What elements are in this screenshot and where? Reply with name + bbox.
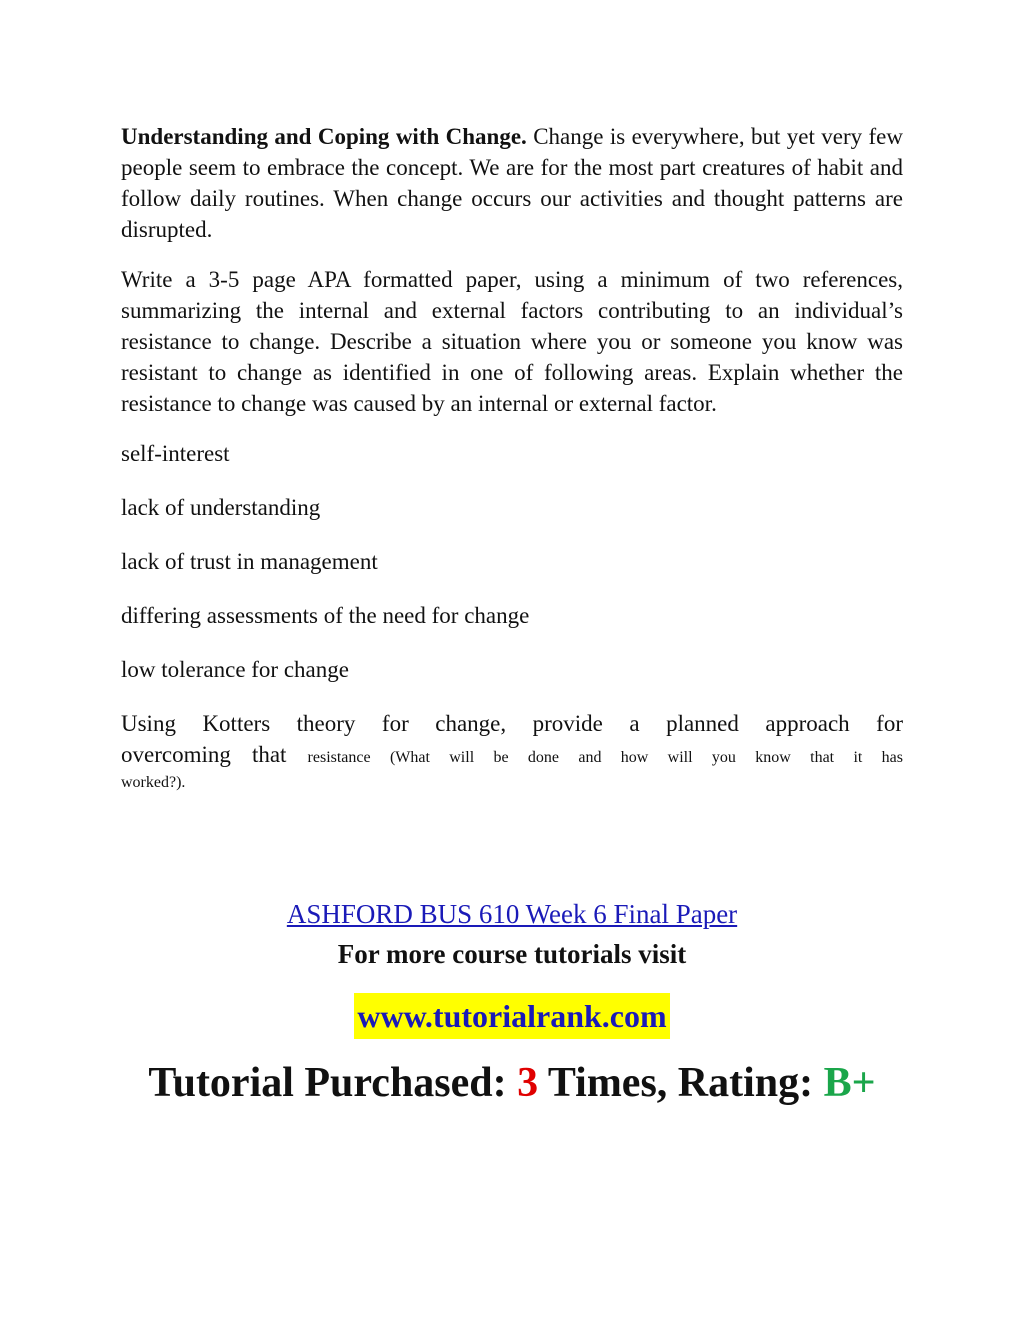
rating-value: B+ [823,1060,876,1106]
visit-text: For more course tutorials visit [337,939,687,969]
document-body [121,121,903,793]
list-item: differing assessments of the need for change [121,603,530,628]
times-rating-label: Times, Rating: [547,1060,814,1106]
website-link[interactable]: www.tutorialrank.com [354,993,669,1039]
purchase-summary [0,1057,1024,1109]
intro-paragraph [121,121,903,245]
assignment-paragraph: Write a 3-5 page APA formatted paper, using a minimum of two references, summarizing the internal and external factors contributing to an individual’s resistance to change. Describe a situation where you or someone you know was resistant to change as identified in one of following areas. Explain whether the resistance to change was caused by an internal or external factor. [121,267,903,416]
intro-text: Change is everywhere, but yet very few people seem to embrace the concept. We are for the most part creatures of habit and follow daily routines. When change occurs our activities and thought patterns are disrupted. [121,124,903,242]
list-item: low tolerance for change [121,657,349,682]
purchased-label: Tutorial Purchased: [148,1060,507,1106]
website-container [0,993,1024,1039]
list-item: self-interest [121,441,230,466]
purchase-count: 3 [517,1060,539,1106]
list-item: lack of understanding [121,495,321,520]
kotter-line-2-large: overcoming that [121,742,287,767]
areas-list [121,438,903,708]
kotter-line-2 [121,739,903,773]
intro-heading: Understanding and Coping with Change. [121,124,527,149]
course-link[interactable]: ASHFORD BUS 610 Week 6 Final Paper [286,899,738,929]
kotter-paragraph [121,708,903,793]
kotter-line-1: Using Kotters theory for change, provide a planned approach for [121,711,903,736]
list-item: lack of trust in management [121,549,378,574]
kotter-line-3: worked?). [121,774,186,791]
kotter-line-2-small: resistance (What will be done and how will you know that it has [307,749,903,766]
